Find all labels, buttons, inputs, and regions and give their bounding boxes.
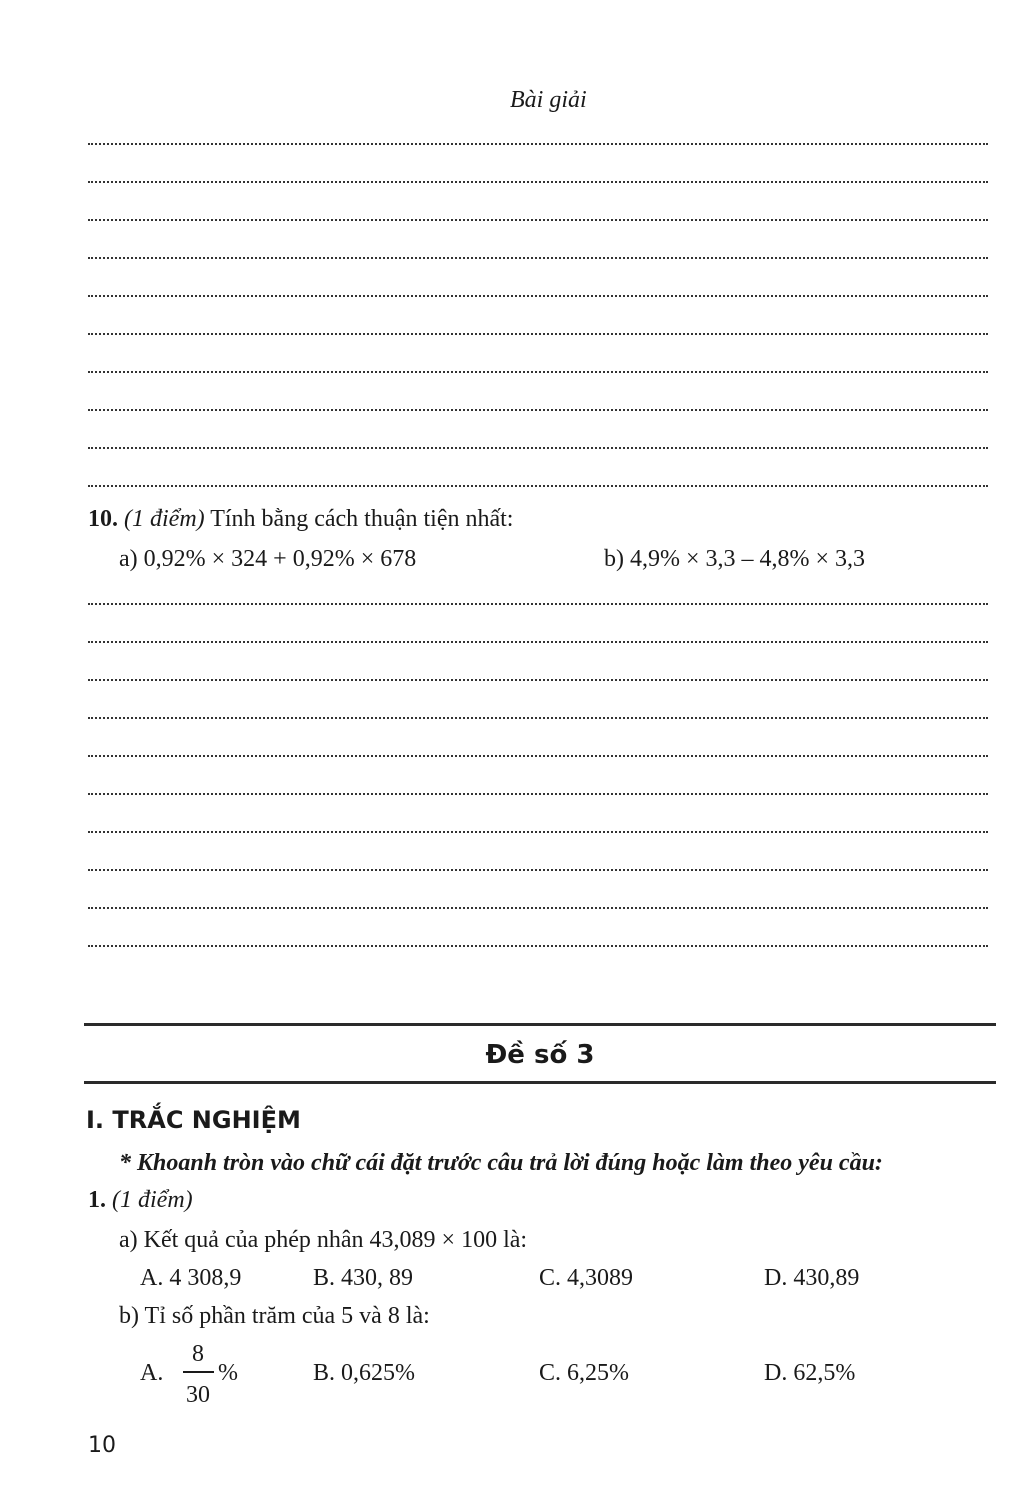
question-1-points: (1 điểm) bbox=[112, 1187, 193, 1213]
q1b-option-c[interactable]: C. 6,25% bbox=[539, 1360, 629, 1386]
question-1a-text: a) Kết quả của phép nhân 43,089 × 100 là: bbox=[119, 1227, 528, 1253]
q1b-option-a-label: A. bbox=[140, 1360, 164, 1386]
question-1-header bbox=[88, 1188, 193, 1212]
section-1-title: I. TRẮC NGHIỆM bbox=[86, 1106, 301, 1134]
answer-line bbox=[88, 869, 988, 871]
section-1-instruction: * Khoanh tròn vào chữ cái đặt trước câu trả lời đúng hoặc làm theo yêu cầu: bbox=[119, 1150, 883, 1176]
title-rule-bottom bbox=[84, 1081, 996, 1084]
q1a-option-c[interactable]: C. 4,3089 bbox=[539, 1265, 634, 1291]
question-10-points: (1 điểm) bbox=[124, 506, 205, 532]
answer-line bbox=[88, 371, 988, 373]
answer-line bbox=[88, 679, 988, 681]
question-10-prompt: Tính bằng cách thuận tiện nhất: bbox=[210, 506, 514, 532]
answer-line bbox=[88, 831, 988, 833]
answer-line bbox=[88, 447, 988, 449]
answer-line bbox=[88, 717, 988, 719]
page-number: 10 bbox=[88, 1433, 116, 1458]
solution-heading: Bài giải bbox=[510, 87, 587, 113]
answer-line bbox=[88, 603, 988, 605]
answer-line bbox=[88, 181, 988, 183]
answer-line bbox=[88, 641, 988, 643]
fraction-denominator: 30 bbox=[186, 1382, 210, 1408]
answer-line bbox=[88, 219, 988, 221]
percent-sign: % bbox=[218, 1360, 238, 1386]
answer-line bbox=[88, 945, 988, 947]
q1a-option-d[interactable]: D. 430,89 bbox=[764, 1265, 860, 1291]
fraction-bar bbox=[183, 1371, 214, 1373]
answer-line bbox=[88, 143, 988, 145]
title-rule-top bbox=[84, 1023, 996, 1026]
question-10-part-b: b) 4,9% × 3,3 – 4,8% × 3,3 bbox=[604, 546, 866, 572]
answer-line bbox=[88, 485, 988, 487]
answer-line bbox=[88, 409, 988, 411]
question-1-number: 1. bbox=[88, 1187, 106, 1213]
question-10-part-a: a) 0,92% × 324 + 0,92% × 678 bbox=[119, 546, 417, 572]
answer-line bbox=[88, 907, 988, 909]
answer-line bbox=[88, 333, 988, 335]
exam-title: Đề số 3 bbox=[485, 1040, 595, 1070]
answer-line bbox=[88, 793, 988, 795]
question-10-header bbox=[88, 507, 513, 531]
q1a-option-b[interactable]: B. 430, 89 bbox=[313, 1265, 414, 1291]
q1a-option-a[interactable]: A. 4 308,9 bbox=[140, 1265, 242, 1291]
answer-line bbox=[88, 295, 988, 297]
fraction-numerator: 8 bbox=[192, 1341, 204, 1367]
question-1b-text: b) Tỉ số phần trăm của 5 và 8 là: bbox=[119, 1303, 430, 1329]
q1b-option-d[interactable]: D. 62,5% bbox=[764, 1360, 856, 1386]
answer-line bbox=[88, 755, 988, 757]
answer-line bbox=[88, 257, 988, 259]
q1b-option-b[interactable]: B. 0,625% bbox=[313, 1360, 415, 1386]
question-10-number: 10. bbox=[88, 506, 118, 532]
